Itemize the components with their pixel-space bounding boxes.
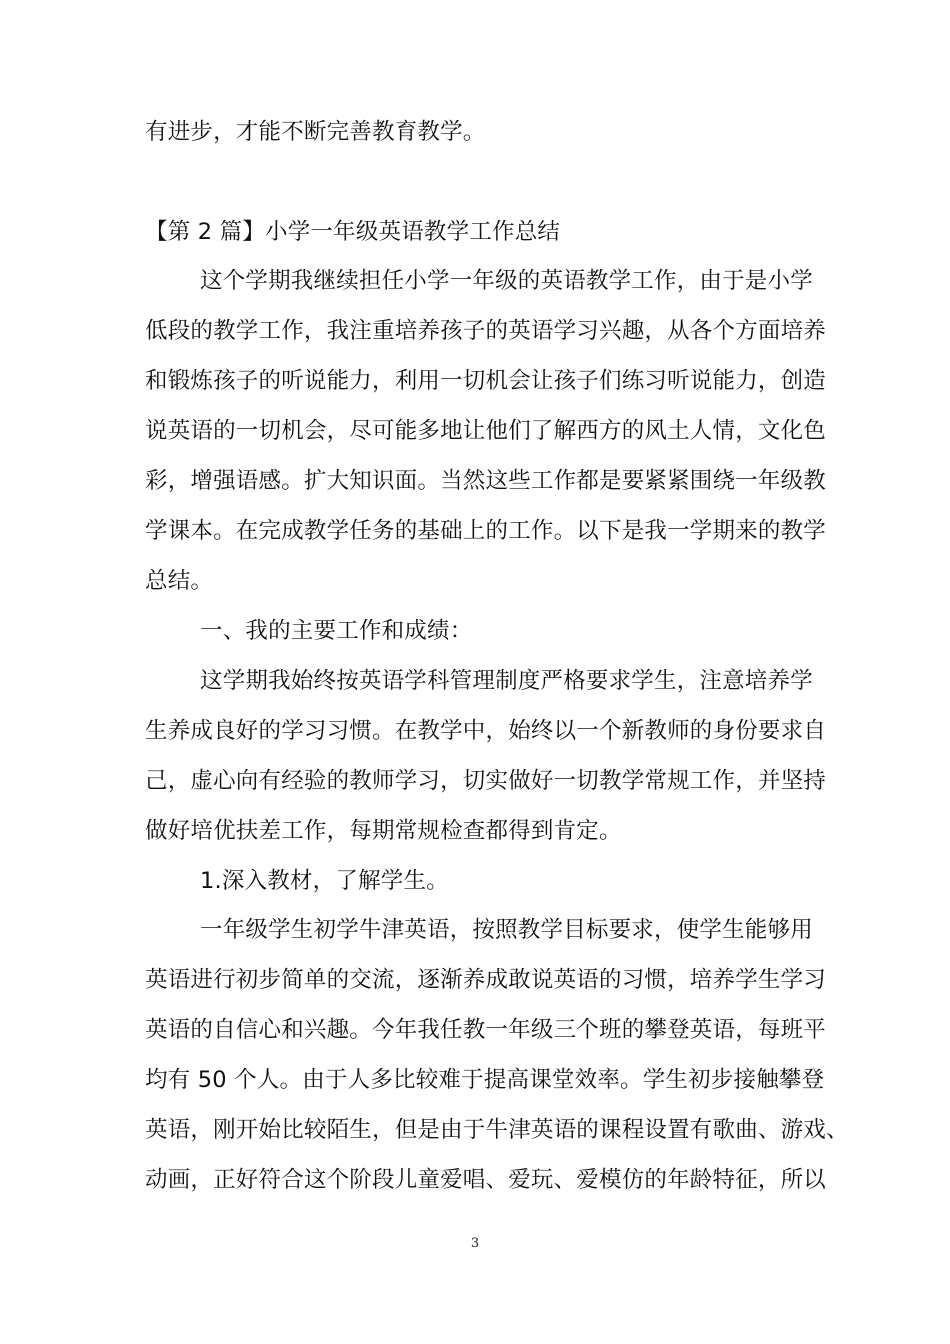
text-line: 英语的自信心和兴趣。今年我任教一年级三个班的攀登英语，每班平 <box>145 1017 827 1043</box>
subsection-heading: 一、我的主要工作和成绩： <box>200 618 473 644</box>
text-line: 说英语的一切机会，尽可能多地让他们了解西方的风土人情，文化色 <box>145 418 827 444</box>
page-number: 3 <box>470 1236 480 1251</box>
text-line: 这学期我始终按英语学科管理制度严格要求学生，注意培养学 <box>200 668 813 694</box>
text-line: 生养成良好的学习习惯。在教学中，始终以一个新教师的身份要求自 <box>145 718 827 744</box>
text-line: 彩，增强语感。扩大知识面。当然这些工作都是要紧紧围绕一年级教 <box>145 468 827 494</box>
text-line: 这个学期我继续担任小学一年级的英语教学工作，由于是小学 <box>200 268 813 294</box>
text-line: 做好培优扶差工作，每期常规检查都得到肯定。 <box>145 818 622 844</box>
text-line: 总结。 <box>145 568 214 594</box>
text-line: 和锻炼孩子的听说能力，利用一切机会让孩子们练习听说能力，创造 <box>145 368 827 394</box>
section-heading: 【第 2 篇】小学一年级英语教学工作总结 <box>145 219 561 245</box>
text-line: 低段的教学工作，我注重培养孩子的英语学习兴趣，从各个方面培养 <box>145 318 827 344</box>
text-line: 均有 50 个人。由于人多比较难于提高课堂效率。学生初步接触攀登 <box>145 1067 825 1093</box>
list-item-heading: 1.深入教材，了解学生。 <box>200 868 449 894</box>
text-line: 动画，正好符合这个阶段儿童爱唱、爱玩、爱模仿的年龄特征，所以 <box>145 1167 827 1193</box>
text-line: 学课本。在完成教学任务的基础上的工作。以下是我一学期来的教学 <box>145 518 827 544</box>
text-line: 英语，刚开始比较陌生，但是由于牛津英语的课程设置有歌曲、游戏、 <box>145 1117 849 1143</box>
text-line: 己，虚心向有经验的教师学习，切实做好一切教学常规工作，并坚持 <box>145 768 827 794</box>
text-line: 英语进行初步简单的交流，逐渐养成敢说英语的习惯，培养学生学习 <box>145 967 827 993</box>
text-line: 有进步，才能不断完善教育教学。 <box>145 119 486 145</box>
text-line: 一年级学生初学牛津英语，按照教学目标要求，使学生能够用 <box>200 917 813 943</box>
